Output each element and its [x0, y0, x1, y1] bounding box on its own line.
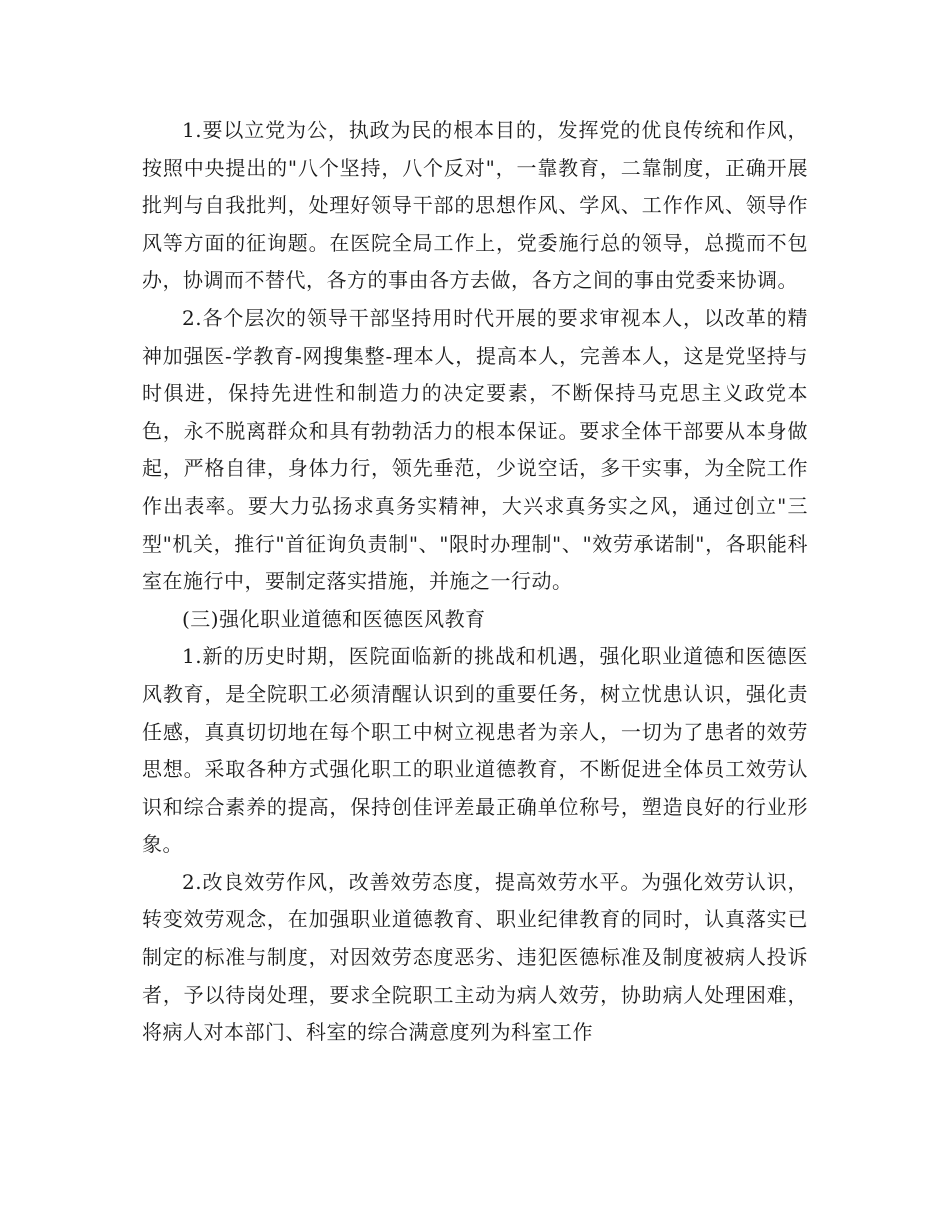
paragraph-service-improvement: 2.改良效劳作风，改善效劳态度，提高效劳水平。为强化效劳认识，转变效劳观念，在加强职业道德教育、职业纪律教育的同时，认真落实已制定的标准与制度，对因效劳态度恶劣、违犯医德标准及制度被病人投诉者，予以待岗处理，要求全院职工主动为病人效劳，协助病人处理困难，将病人对本部门、科室的综合满意度列为科室工作 — [142, 869, 808, 1045]
section-heading-ethics: (三)强化职业道德和医德医风教育 — [182, 606, 486, 631]
paragraph-cadre-requirements: 2.各个层次的领导干部坚持用时代开展的要求审视本人，以改革的精神加强医-学教育-网搜集整-理本人，提高本人，完善本人，这是党坚持与时俱进，保持先进性和制造力的决定要素，不断保持马克思主义政党本色，永不脱离群众和具有勃勃活力的根本保证。要求全体干部要从本身做起，严格自律，身体力行，领先垂范，少说空话，多干实事，为全院工作作出表率。要大力弘扬求真务实精神，大兴求真务实之风，通过创立"三型"机关，推行"首征询负责制"、"限时办理制"、"效劳承诺制"，各职能科室在施行中，要制定落实措施，并施之一行动。 — [142, 305, 808, 594]
paragraph-party-leadership: 1.要以立党为公，执政为民的根本目的，发挥党的优良传统和作风，按照中央提出的"八个坚持，八个反对"，一靠教育，二靠制度，正确开展批判与自我批判，处理好领导干部的思想作风、学风、工作作风、领导作风等方面的征询题。在医院全局工作上，党委施行总的领导，总揽而不包办，协调而不替代，各方的事由各方去做，各方之间的事由党委来协调。 — [142, 118, 808, 293]
paragraph-ethics-education: 1.新的历史时期，医院面临新的挑战和机遇，强化职业道德和医德医风教育，是全院职工必须清醒认识到的重要任务，树立忧患认识，强化责任感，真真切切地在每个职工中树立视患者为亲人，一切为了患者的效劳思想。采取各种方式强化职工的职业道德教育，不断促进全体员工效劳认识和综合素养的提高，保持创佳评差最正确单位称号，塑造良好的行业形象。 — [142, 644, 808, 857]
